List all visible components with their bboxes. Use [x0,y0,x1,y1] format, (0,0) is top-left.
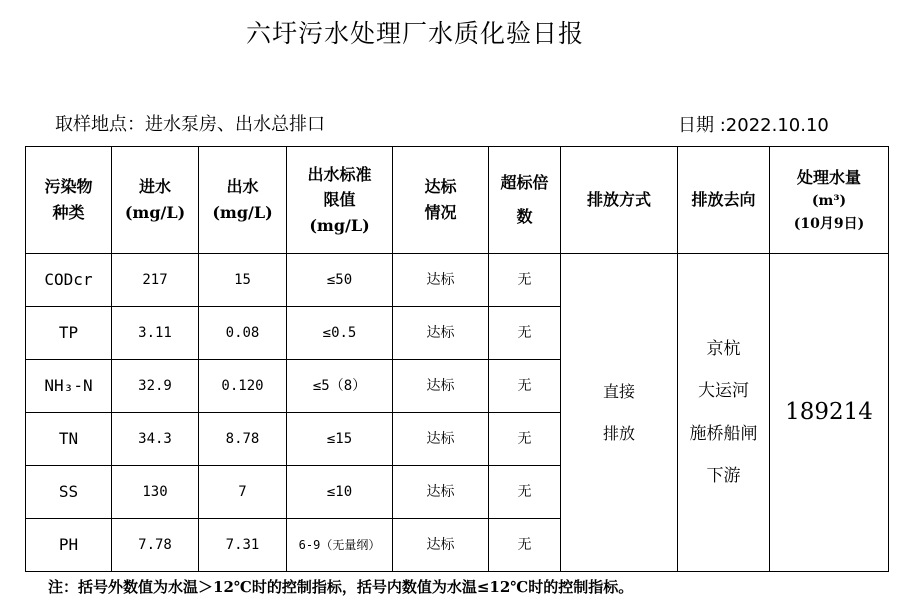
inflow-cell: 32.9 [112,360,199,413]
header-compliance-line2: 情况 [424,203,457,222]
status-cell: 达标 [393,519,489,572]
volume-cell: 189214 [770,254,889,572]
header-compliance-line1: 达标 [424,177,457,197]
exceed-cell: 无 [489,519,561,572]
header-inflow-line1: 进水 [138,177,171,197]
header-limit-line1: 出水标准 [307,164,372,184]
header-limit-line2: 限值 [323,190,356,210]
status-cell: 达标 [393,254,489,307]
header-limit [287,147,393,254]
report-title: 六圩污水处理厂水质化验日报 [245,19,584,48]
pollutant-cell: PH [26,519,112,572]
inflow-cell: 7.78 [112,519,199,572]
header-inflow-line2: (mg/L) [124,203,186,222]
header-exceed-line1: 超标倍 [500,173,549,193]
outflow-cell: 0.120 [199,360,287,413]
exceed-cell: 无 [489,413,561,466]
header-compliance [393,147,489,254]
destination-line4: 下游 [706,466,741,486]
header-outflow-line1: 出水 [226,177,259,197]
exceed-cell: 无 [489,307,561,360]
limit-cell: ≤10 [287,466,393,519]
pollutant-cell: CODcr [26,254,112,307]
status-cell: 达标 [393,307,489,360]
header-discharge-destination: 排放去向 [678,147,770,254]
status-cell: 达标 [393,360,489,413]
pollutant-cell [26,360,112,413]
pollutant-subscript: ₃ [63,376,74,396]
discharge-method-line1: 直接 [602,381,635,401]
header-pollutant-line1: 污染物 [44,177,93,197]
status-cell: 达标 [393,413,489,466]
header-inflow [112,147,199,254]
pollutant-main: NH [44,376,64,396]
header-volume [770,147,889,254]
header-volume-line3: (10月9日) [793,215,865,232]
header-volume-line1: 处理水量 [796,167,861,187]
inflow-cell: 34.3 [112,413,199,466]
pollutant-cell: TP [26,307,112,360]
header-discharge-method: 排放方式 [561,147,678,254]
outflow-cell: 7.31 [199,519,287,572]
header-outflow-line2: (mg/L) [212,203,273,222]
header-exceed [489,147,561,254]
footnote: 注：括号外数值为水温＞12℃时的控制指标，括号内数值为水温≤12℃时的控制指标。 [48,578,634,596]
inflow-cell: 217 [112,254,199,307]
limit-cell: ≤15 [287,413,393,466]
exceed-cell: 无 [489,360,561,413]
inflow-cell: 3.11 [112,307,199,360]
pollutant-cell: SS [26,466,112,519]
status-cell: 达标 [393,466,489,519]
header-outflow [199,147,287,254]
exceed-cell: 无 [489,466,561,519]
table-row [26,254,889,307]
limit-cell: ≤0.5 [287,307,393,360]
report-date: 日期 :2022.10.10 [678,115,829,136]
header-exceed-line2: 数 [516,207,533,226]
pollutant-cell: TN [26,413,112,466]
outflow-cell: 15 [199,254,287,307]
discharge-destination-cell [678,254,770,572]
outflow-cell: 7 [199,466,287,519]
limit-cell: 6-9（无量纲） [287,519,393,572]
header-volume-line2: (m³) [811,193,847,210]
exceed-cell: 无 [489,254,561,307]
limit-cell: ≤50 [287,254,393,307]
destination-line1: 京杭 [706,338,741,359]
discharge-method-cell [561,254,678,572]
destination-line3: 施桥船闸 [689,423,758,444]
sampling-location: 取样地点：进水泵房、出水总排口 [55,114,325,135]
inflow-cell: 130 [112,466,199,519]
header-pollutant-line2: 种类 [52,203,85,222]
table-header-row [26,147,889,254]
outflow-cell: 8.78 [199,413,287,466]
water-quality-table [25,146,889,572]
outflow-cell: 0.08 [199,307,287,360]
discharge-method-line2: 排放 [602,423,635,443]
header-pollutant [26,147,112,254]
header-limit-line3: (mg/L) [309,215,370,235]
destination-line2: 大运河 [698,381,749,401]
pollutant-tail: -N [73,376,93,396]
limit-cell: ≤5（8） [287,360,393,413]
